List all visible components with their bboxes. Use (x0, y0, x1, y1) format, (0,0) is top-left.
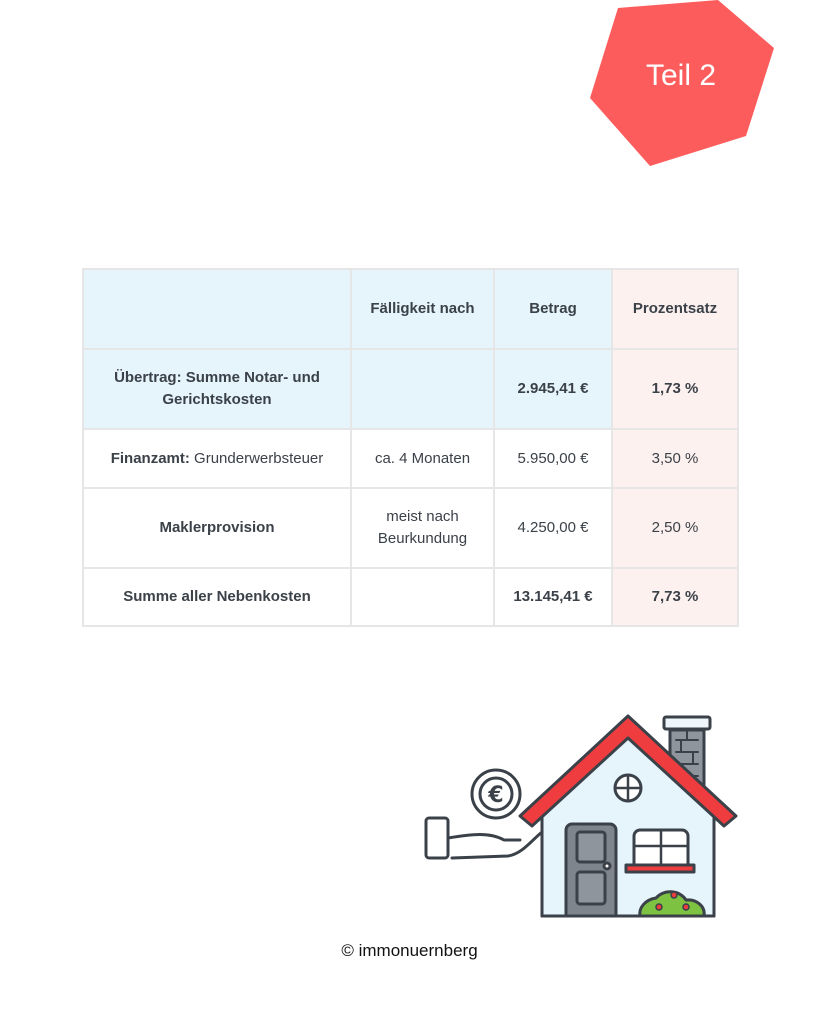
table-row (83, 568, 738, 626)
header-label-cell (83, 269, 351, 349)
house-illustration (420, 708, 740, 928)
row-amount-cell: 2.945,41 € (494, 349, 612, 429)
row-due-cell (351, 568, 494, 626)
cost-table (82, 268, 739, 627)
row-amount-cell: 13.145,41 € (494, 568, 612, 626)
row-label-bold: Übertrag: Summe Notar- und Gerichtskosten (114, 369, 320, 408)
row-percent-cell: 3,50 % (612, 429, 738, 488)
row-label-bold: Maklerprovision (159, 519, 275, 536)
table-row (83, 349, 738, 429)
table-row (83, 488, 738, 568)
row-label-cell (83, 488, 351, 568)
row-label-bold: Finanzamt: (110, 449, 190, 467)
row-label-cell (83, 429, 351, 488)
header-amount-cell: Betrag (494, 269, 612, 349)
row-due-cell (351, 349, 494, 429)
copyright-text: © immonuernberg (341, 941, 478, 960)
table-row (83, 429, 738, 488)
row-label-bold: Summe aller Nebenkosten (123, 588, 311, 605)
badge-label: Teil 2 (645, 59, 717, 92)
row-percent-cell: 7,73 % (612, 568, 738, 626)
row-due-cell: meist nach Beurkundung (351, 488, 494, 568)
table-header-row (83, 269, 738, 349)
row-amount-cell: 4.250,00 € (494, 488, 612, 568)
header-percent-cell: Prozentsatz (612, 269, 738, 349)
row-label-cell (83, 349, 351, 429)
house-payment-icon (420, 708, 740, 923)
currency-symbol: € (488, 783, 504, 808)
header-due-cell: Fälligkeit nach (351, 269, 494, 349)
row-label-rest: Grunderwerbsteuer (189, 449, 324, 467)
row-percent-cell: 1,73 % (612, 349, 738, 429)
row-label-cell (83, 568, 351, 626)
row-amount-cell: 5.950,00 € (494, 429, 612, 488)
row-percent-cell: 2,50 % (612, 488, 738, 568)
part-badge (588, 0, 774, 166)
row-due-cell: ca. 4 Monaten (351, 429, 494, 488)
